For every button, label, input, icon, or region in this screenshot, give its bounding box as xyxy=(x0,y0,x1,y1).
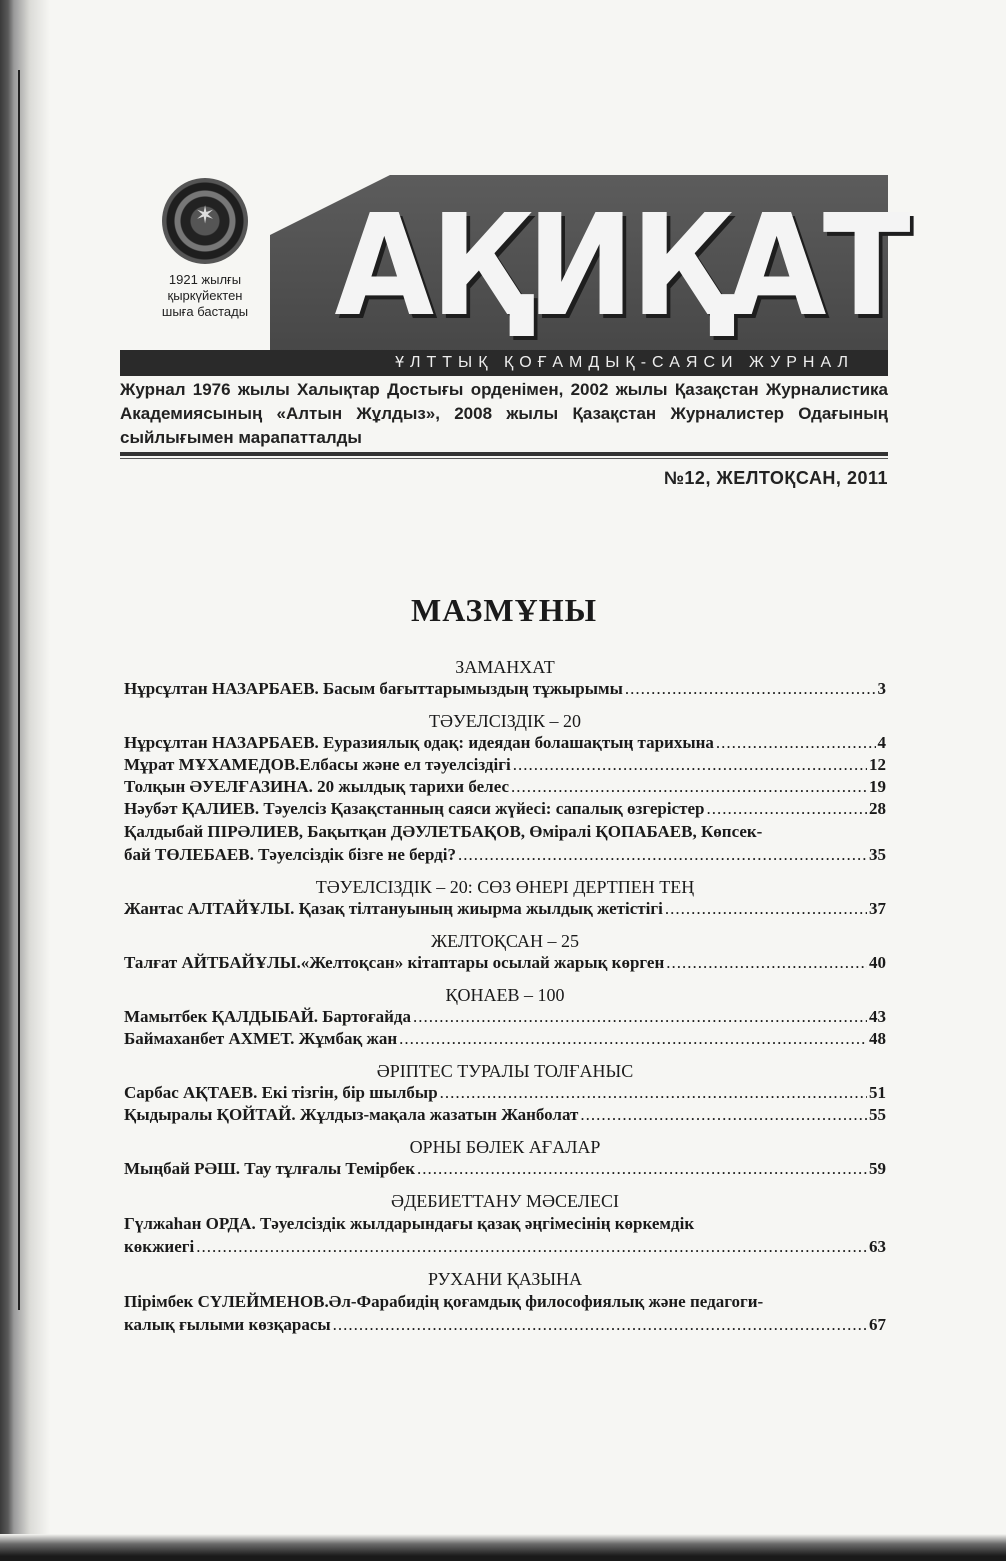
dot-leader xyxy=(440,1082,867,1104)
dot-leader xyxy=(196,1236,867,1258)
entry-text: Нәубәт ҚАЛИЕВ. Тәуелсіз Қазақстанның саяси жүйесі: сапалық өзгерістер xyxy=(124,799,705,818)
section-heading: ЗАМАНХАТ xyxy=(455,657,555,677)
entry-text: Мұрат МҰХАМЕДОВ.Елбасы және ел тәуелсіздігі xyxy=(124,755,511,774)
toc-entry xyxy=(124,1212,886,1258)
entry-text: Сарбас АҚТАЕВ. Екі тізгін, бір шылбыр xyxy=(124,1083,438,1102)
entry-text: Жантас АЛТАЙҰЛЫ. Қазақ тілтануының жиырма жылдық жетістігі xyxy=(124,899,663,918)
dot-leader xyxy=(666,952,867,974)
dot-leader xyxy=(580,1104,867,1126)
dot-leader xyxy=(511,776,867,798)
page-number: 55 xyxy=(869,1105,886,1124)
entry-text: бай ТӨЛЕБАЕВ. Тәуелсіздік бізге не берді? xyxy=(124,845,456,864)
journal-logo: АҚИҚАТ xyxy=(334,185,907,348)
binding-line xyxy=(18,70,20,1310)
dot-leader xyxy=(458,844,867,866)
section-heading: РУХАНИ ҚАЗЫНА xyxy=(427,1269,583,1289)
entry-text: Нұрсұлтан НАЗАРБАЕВ. Еуразиялық одақ: идеядан болашақтың тарихына xyxy=(124,733,714,752)
toc-entry-continued xyxy=(124,844,886,866)
page-number: 37 xyxy=(869,899,886,918)
issue-label: №12, ЖЕЛТОҚСАН, 2011 xyxy=(663,468,888,488)
entry-text: Нұрсұлтан НАЗАРБАЕВ. Басым бағыттарымыздың тұжырымы xyxy=(124,679,623,698)
section-heading: ОРНЫ БӨЛЕК АҒАЛАР xyxy=(409,1137,601,1157)
award-text: Журнал 1976 жылы Халықтар Достығы орденімен, 2002 жылы Қазақстан Журналистика Академиясының «Алтын Жұлдыз», 2008 жылы Қазақстан Журналистер Одағының сыйлығымен марапатталды xyxy=(120,380,888,447)
section-heading: ЖЕЛТОҚСАН – 25 xyxy=(431,931,579,951)
page-number: 35 xyxy=(869,845,886,864)
toc-entry xyxy=(124,952,886,974)
dot-leader xyxy=(413,1006,867,1028)
entry-text: көкжиегі xyxy=(124,1237,195,1256)
toc-title: МАЗМҰНЫ xyxy=(410,592,598,628)
entry-text: Баймаханбет АХМЕТ. Жұмбақ жан xyxy=(124,1029,398,1048)
entry-text: Гүлжаһан ОРДА. Тәуелсіздік жылдарындағы қазақ әңгімесінің көркемдік xyxy=(124,1214,695,1233)
dot-leader xyxy=(625,678,876,700)
toc-entry xyxy=(124,754,886,776)
toc-entry xyxy=(124,776,886,798)
entry-text: Талғат АЙТБАЙҰЛЫ.«Желтоқсан» кітаптары осылай жарық көрген xyxy=(124,953,665,972)
divider xyxy=(120,458,888,459)
entry-text: Қалдыбай ПІРӘЛИЕВ, Бақытқан ДӘУЛЕТБАҚОВ, Өміралі ҚОПАБАЕВ, Көпсек- xyxy=(124,822,763,841)
page-number: 48 xyxy=(869,1029,886,1048)
toc-entry-continued xyxy=(124,1236,886,1258)
toc-entry xyxy=(124,1006,886,1028)
entry-text: калық ғылыми көзқарасы xyxy=(124,1315,331,1334)
toc-entry xyxy=(124,1290,886,1336)
page-number: 19 xyxy=(869,777,886,796)
section-heading: ӘРІПТЕС ТУРАЛЫ ТОЛҒАНЫС xyxy=(376,1061,634,1081)
page-number: 43 xyxy=(869,1007,886,1026)
toc-entry xyxy=(124,678,886,700)
founded-line: 1921 жылғы xyxy=(168,272,242,287)
dot-leader xyxy=(399,1028,867,1050)
toc-entry xyxy=(124,732,886,754)
state-emblem-icon xyxy=(162,178,248,264)
page-number: 40 xyxy=(869,953,886,972)
entry-text: Толқын ӘУЕЛҒАЗИНА. 20 жылдық тарихи белес xyxy=(124,777,509,796)
tagline: ҰЛТТЫҚ ҚОҒАМДЫҚ-САЯСИ ЖУРНАЛ xyxy=(120,350,888,376)
toc-entry xyxy=(124,820,886,866)
dot-leader xyxy=(665,898,867,920)
founded-note xyxy=(140,272,270,320)
dot-leader xyxy=(417,1158,867,1180)
page-number: 63 xyxy=(869,1237,886,1256)
founded-line: шыға бастады xyxy=(161,304,249,319)
entry-text: Мыңбай РӘШ. Тау тұлғалы Темірбек xyxy=(124,1159,416,1178)
page-number: 59 xyxy=(869,1159,886,1178)
toc-entry xyxy=(124,1082,886,1104)
star-icon: ✶ xyxy=(194,201,216,229)
page-number: 4 xyxy=(877,733,886,752)
page-number: 67 xyxy=(869,1315,886,1334)
page-number: 12 xyxy=(869,755,886,774)
page-binding-shadow xyxy=(0,0,50,1561)
entry-text: Қыдыралы ҚОЙТАЙ. Жұлдыз-мақала жазатын Жанболат xyxy=(124,1105,579,1124)
page-number: 51 xyxy=(869,1083,886,1102)
page-bottom-shadow xyxy=(0,1534,1006,1561)
toc-entry xyxy=(124,898,886,920)
dot-leader xyxy=(707,798,868,820)
toc-entry-continued xyxy=(124,1314,886,1336)
table-of-contents xyxy=(124,656,886,1336)
section-heading: ТӘУЕЛСІЗДІК – 20: СӨЗ ӨНЕРІ ДЕРТПЕН ТЕҢ xyxy=(315,877,695,897)
toc-entry xyxy=(124,1104,886,1126)
toc-entry xyxy=(124,798,886,820)
entry-text: Мамытбек ҚАЛДЫБАЙ. Бартоғайда xyxy=(124,1007,411,1026)
section-heading: ҚОНАЕВ – 100 xyxy=(445,985,565,1005)
section-heading: ӘДЕБИЕТТАНУ МӘСЕЛЕСІ xyxy=(391,1191,619,1211)
divider xyxy=(120,452,888,456)
toc-entry xyxy=(124,1158,886,1180)
section-heading: ТӘУЕЛСІЗДІК – 20 xyxy=(429,711,581,731)
dot-leader xyxy=(333,1314,867,1336)
toc-entry xyxy=(124,1028,886,1050)
entry-text: Пірімбек СҮЛЕЙМЕНОВ.Әл-Фарабидің қоғамдық философиялық және педагоги- xyxy=(124,1292,764,1311)
dot-leader xyxy=(513,754,867,776)
founded-line: қыркүйектен xyxy=(167,288,243,303)
dot-leader xyxy=(716,732,876,754)
page-number: 28 xyxy=(869,799,886,818)
page-number: 3 xyxy=(877,679,886,698)
